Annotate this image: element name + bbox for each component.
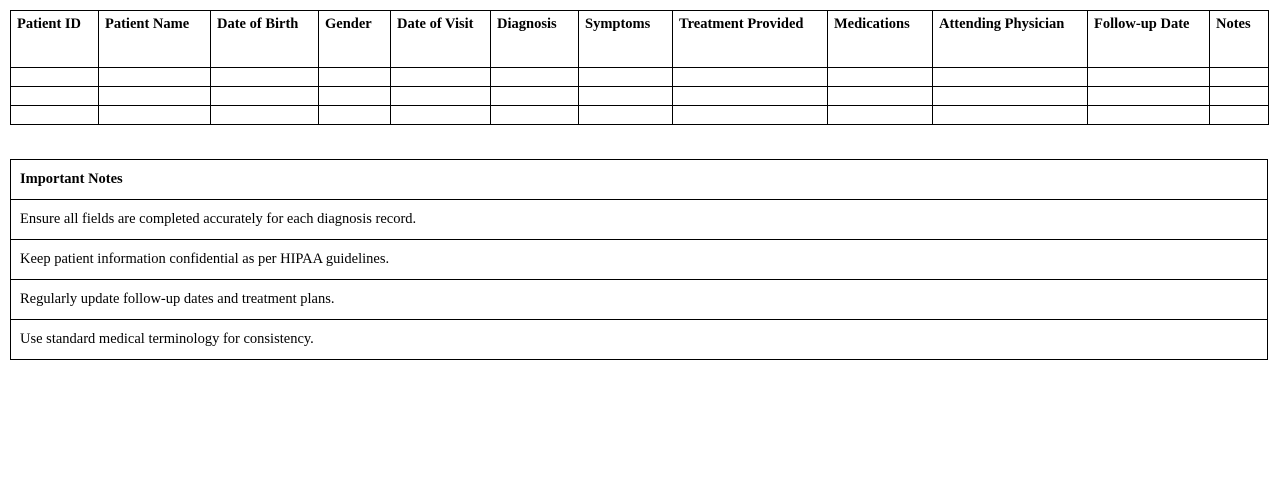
column-header-treatment-provided: Treatment Provided xyxy=(673,11,828,68)
column-header-medications: Medications xyxy=(828,11,933,68)
cell-follow-up-date[interactable] xyxy=(1088,68,1210,87)
cell-follow-up-date[interactable] xyxy=(1088,87,1210,106)
cell-date-of-birth[interactable] xyxy=(211,87,319,106)
important-notes-title: Important Notes xyxy=(11,160,1268,200)
column-header-date-of-visit: Date of Visit xyxy=(391,11,491,68)
cell-symptoms[interactable] xyxy=(579,68,673,87)
cell-notes[interactable] xyxy=(1210,68,1269,87)
column-header-diagnosis: Diagnosis xyxy=(491,11,579,68)
notes-header-row xyxy=(11,160,1268,200)
list-item xyxy=(11,280,1268,320)
cell-diagnosis[interactable] xyxy=(491,87,579,106)
cell-patient-name[interactable] xyxy=(99,87,211,106)
patient-record-table xyxy=(10,10,1269,125)
table-header-row xyxy=(11,11,1269,68)
cell-date-of-visit[interactable] xyxy=(391,87,491,106)
cell-attending-physician[interactable] xyxy=(933,87,1088,106)
cell-patient-name[interactable] xyxy=(99,106,211,125)
cell-symptoms[interactable] xyxy=(579,106,673,125)
cell-diagnosis[interactable] xyxy=(491,68,579,87)
cell-date-of-birth[interactable] xyxy=(211,68,319,87)
column-header-patient-name: Patient Name xyxy=(99,11,211,68)
column-header-gender: Gender xyxy=(319,11,391,68)
important-notes-table xyxy=(10,159,1268,360)
column-header-follow-up-date: Follow-up Date xyxy=(1088,11,1210,68)
list-item xyxy=(11,200,1268,240)
note-item-2: Keep patient information confidential as per HIPAA guidelines. xyxy=(11,240,1268,280)
cell-attending-physician[interactable] xyxy=(933,68,1088,87)
note-item-1: Ensure all fields are completed accurately for each diagnosis record. xyxy=(11,200,1268,240)
cell-patient-name[interactable] xyxy=(99,68,211,87)
cell-symptoms[interactable] xyxy=(579,87,673,106)
cell-gender[interactable] xyxy=(319,87,391,106)
cell-treatment-provided[interactable] xyxy=(673,68,828,87)
column-header-symptoms: Symptoms xyxy=(579,11,673,68)
cell-notes[interactable] xyxy=(1210,87,1269,106)
cell-attending-physician[interactable] xyxy=(933,106,1088,125)
cell-date-of-visit[interactable] xyxy=(391,68,491,87)
column-header-date-of-birth: Date of Birth xyxy=(211,11,319,68)
table-row[interactable] xyxy=(11,68,1269,87)
column-header-notes: Notes xyxy=(1210,11,1269,68)
cell-diagnosis[interactable] xyxy=(491,106,579,125)
cell-medications[interactable] xyxy=(828,87,933,106)
note-item-3: Regularly update follow-up dates and treatment plans. xyxy=(11,280,1268,320)
list-item xyxy=(11,240,1268,280)
cell-follow-up-date[interactable] xyxy=(1088,106,1210,125)
table-row[interactable] xyxy=(11,106,1269,125)
cell-date-of-visit[interactable] xyxy=(391,106,491,125)
cell-patient-id[interactable] xyxy=(11,87,99,106)
cell-gender[interactable] xyxy=(319,68,391,87)
cell-patient-id[interactable] xyxy=(11,68,99,87)
column-header-patient-id: Patient ID xyxy=(11,11,99,68)
list-item xyxy=(11,320,1268,360)
note-item-4: Use standard medical terminology for consistency. xyxy=(11,320,1268,360)
cell-medications[interactable] xyxy=(828,106,933,125)
column-header-attending-physician: Attending Physician xyxy=(933,11,1088,68)
cell-notes[interactable] xyxy=(1210,106,1269,125)
cell-date-of-birth[interactable] xyxy=(211,106,319,125)
cell-treatment-provided[interactable] xyxy=(673,106,828,125)
cell-medications[interactable] xyxy=(828,68,933,87)
cell-patient-id[interactable] xyxy=(11,106,99,125)
cell-treatment-provided[interactable] xyxy=(673,87,828,106)
table-row[interactable] xyxy=(11,87,1269,106)
cell-gender[interactable] xyxy=(319,106,391,125)
